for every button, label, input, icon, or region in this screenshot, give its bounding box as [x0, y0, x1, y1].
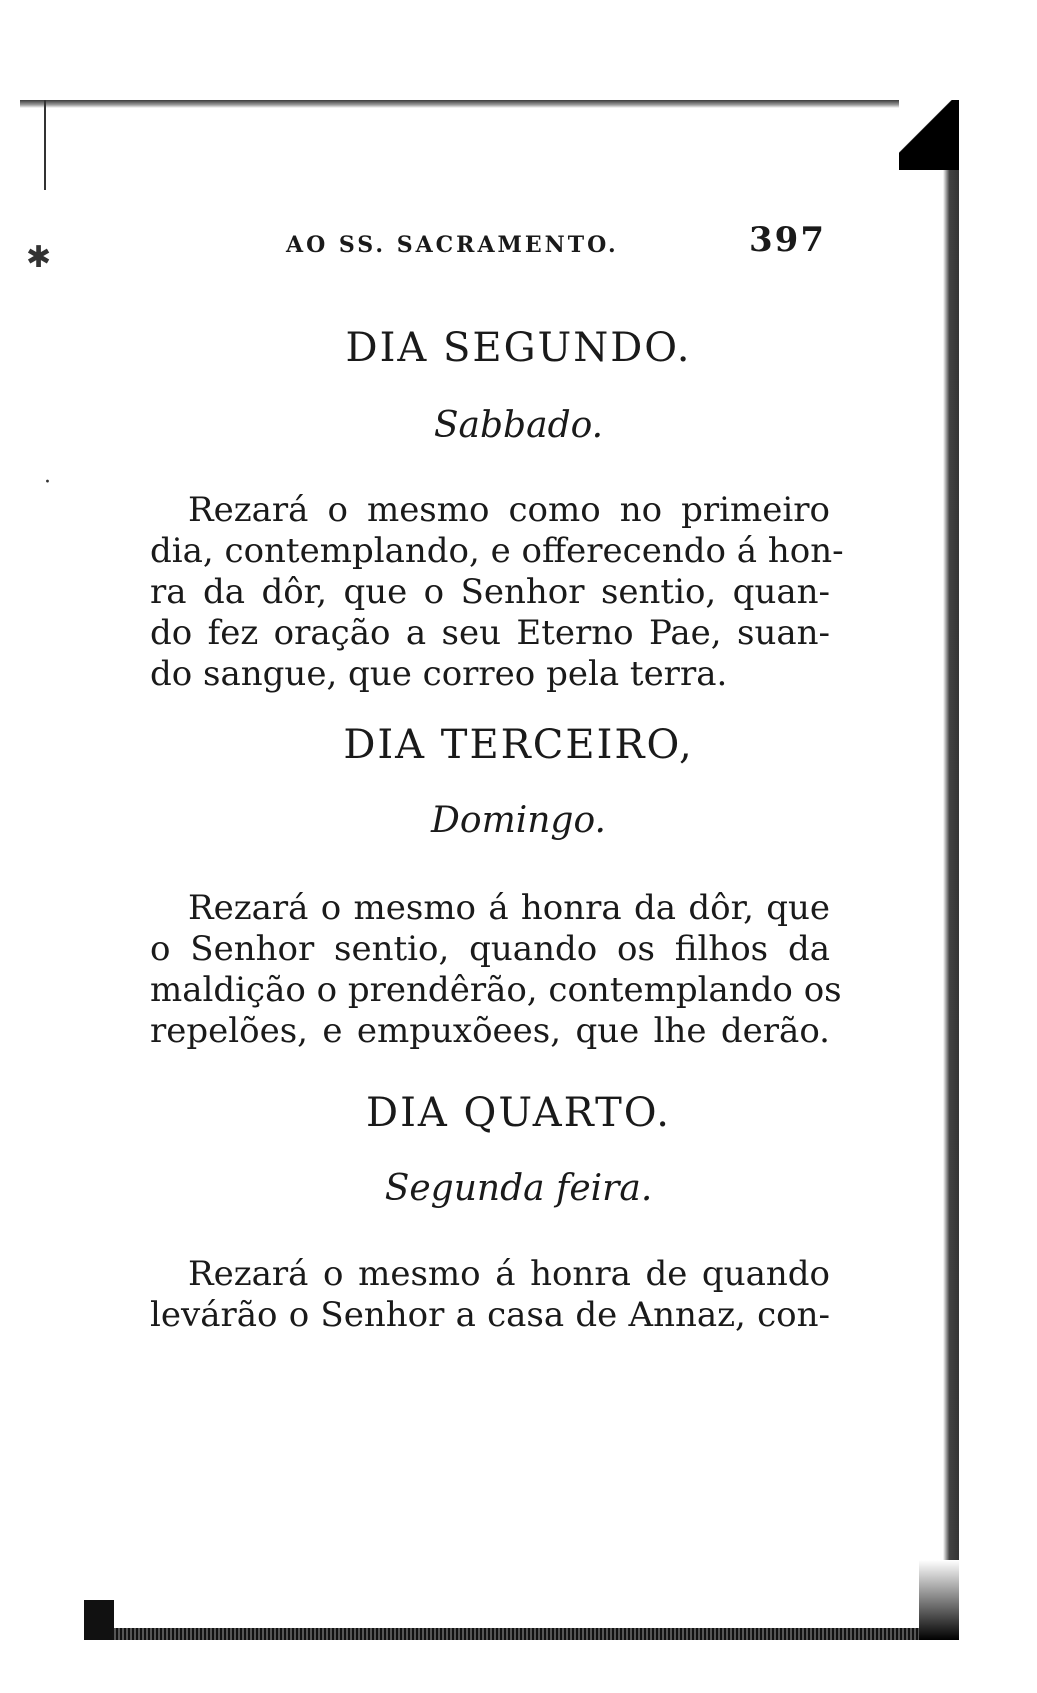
- section-subheading: Domingo.: [431, 800, 606, 841]
- paragraph-line: levárão o Senhor a casa de Annaz, con-: [150, 1295, 830, 1335]
- section-paragraph: [150, 490, 844, 695]
- running-head: AO SS. SACRAMENTO.: [286, 232, 619, 258]
- section-paragraph: [150, 888, 842, 1052]
- margin-mark-icon: ✱: [26, 240, 52, 275]
- margin-tick-icon: ·: [44, 470, 51, 495]
- scan-corner-bottom-right: [919, 1560, 959, 1640]
- paragraph-line: maldição o prendêrão, contemplando os: [150, 970, 842, 1010]
- paragraph-line: Rezará o mesmo á honra de quando: [188, 1254, 830, 1294]
- section-subheading: Sabbado.: [433, 405, 604, 446]
- scan-corner-top-right: [899, 100, 959, 170]
- section-subheading: Segunda feira.: [384, 1168, 653, 1209]
- section-heading: DIA QUARTO.: [366, 1090, 671, 1136]
- paragraph-line: repelões, e empuxõees, que lhe derão.: [150, 1011, 830, 1051]
- paragraph-line: Rezará o mesmo á honra da dôr, que: [188, 888, 830, 928]
- scan-corner-bottom-left: [84, 1600, 114, 1640]
- section-paragraph: [150, 1254, 830, 1336]
- paragraph-line: ra da dôr, que o Senhor sentio, quan-: [150, 572, 830, 612]
- section-heading: DIA SEGUNDO.: [345, 325, 692, 371]
- section-heading: DIA TERCEIRO,: [343, 722, 694, 768]
- paragraph-line: dia, contemplando, e offerecendo á hon-: [150, 531, 844, 571]
- paragraph-line: o Senhor sentio, quando os filhos da: [150, 929, 830, 969]
- scan-edge-left: [44, 100, 46, 190]
- paragraph-line: do fez oração a seu Eterno Pae, suan-: [150, 613, 830, 653]
- paragraph-line: do sangue, que correo pela terra.: [150, 654, 728, 694]
- scan-edge-bottom: [84, 1628, 949, 1640]
- page-number: 397: [749, 220, 826, 260]
- page-header: [286, 220, 826, 260]
- paragraph-line: Rezará o mesmo como no primeiro: [188, 490, 830, 530]
- scan-edge-top: [20, 100, 920, 108]
